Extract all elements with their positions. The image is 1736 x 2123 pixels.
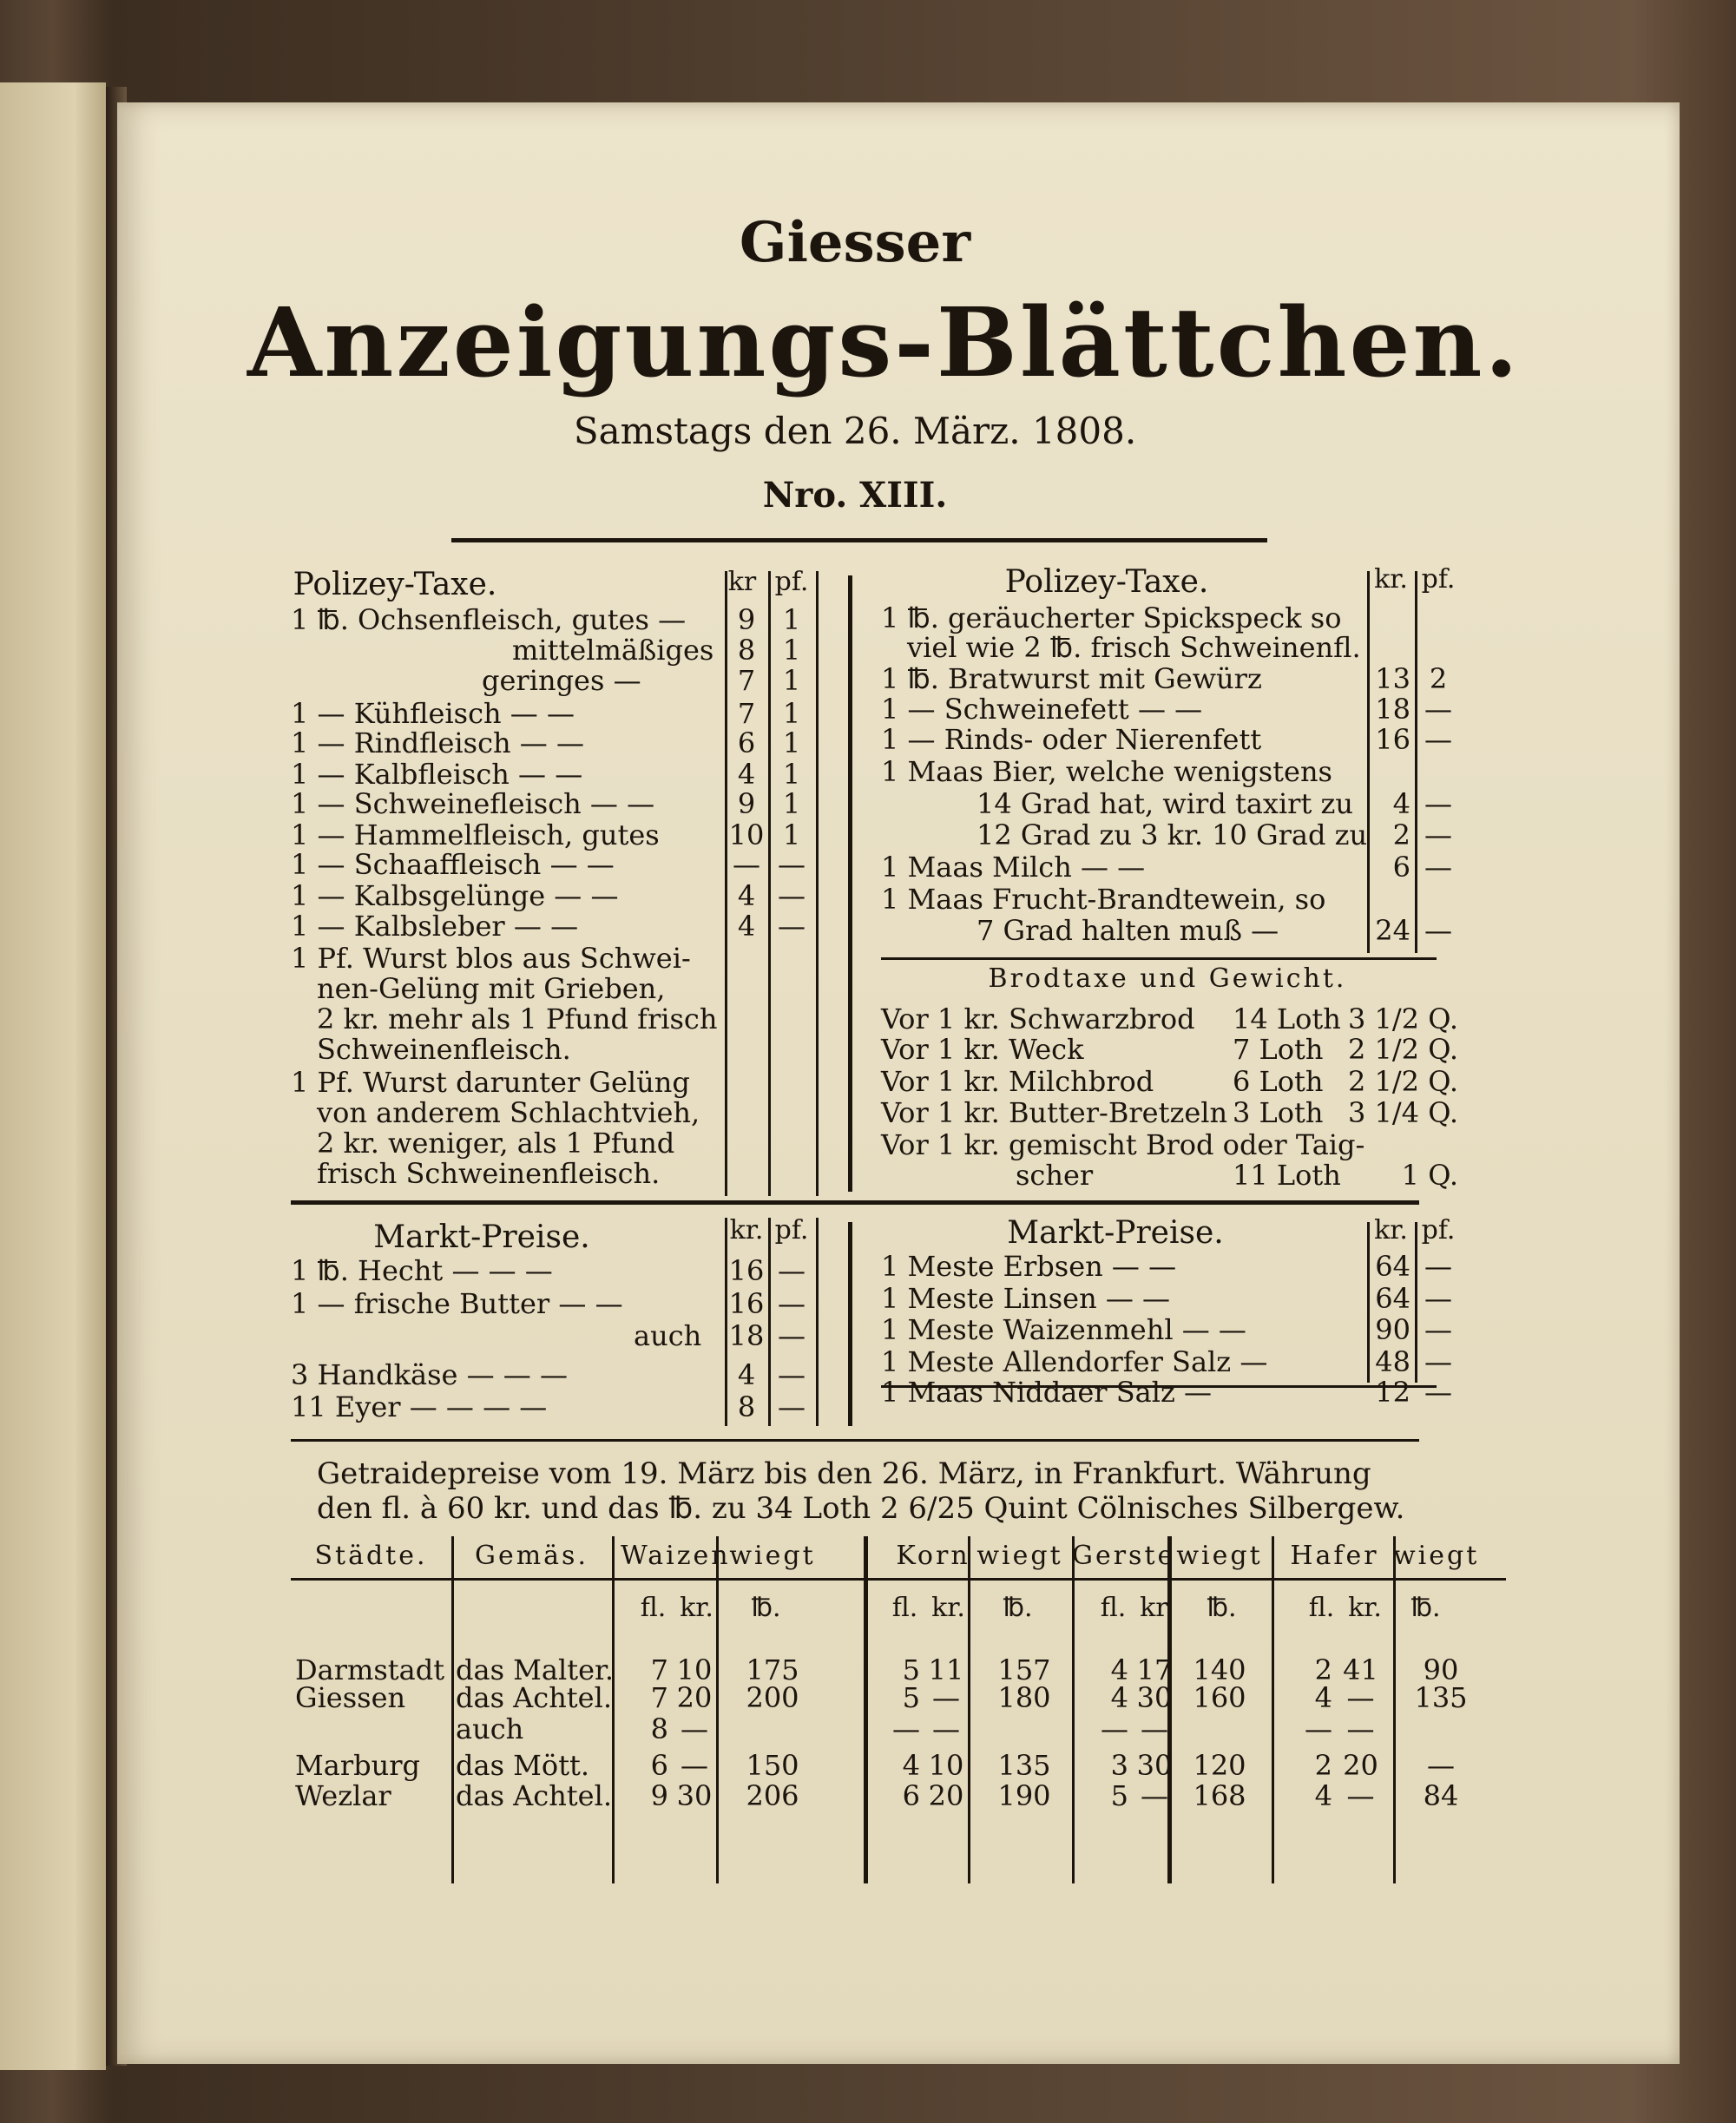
section-divider-1 xyxy=(291,1200,1419,1205)
markt-right-heading: Markt-Preise. xyxy=(1007,1215,1224,1251)
polizey-left-pf: 1 xyxy=(782,726,801,759)
getraide-cell-g-kr: 17 xyxy=(1136,1653,1173,1686)
getraide-cell-w-wt: 150 xyxy=(746,1749,799,1782)
polizey-left-pf: 1 xyxy=(782,634,801,667)
getraide-cell-h-wt: 135 xyxy=(1414,1681,1468,1714)
getraide-subheader: ℔. xyxy=(1003,1593,1033,1623)
polizey-right-pf: — xyxy=(1424,693,1452,726)
markt-right-item: 1 Meste Erbsen — — xyxy=(881,1250,1177,1283)
left-page-edge xyxy=(0,82,106,2070)
getraide-col-rule xyxy=(612,1536,615,1883)
getraide-cell-city: Wezlar xyxy=(295,1779,391,1812)
markt-right-kr: 64 xyxy=(1375,1282,1410,1315)
markt-right-item: 1 Meste Waizenmehl — — xyxy=(881,1313,1246,1346)
polizey-left-kr: — xyxy=(733,848,760,881)
getraide-header: wiegt xyxy=(1393,1541,1480,1571)
markt-left-heading: Markt-Preise. xyxy=(373,1219,590,1255)
polizey-left-kr: 6 xyxy=(737,726,756,759)
getraide-cell-k-wt: 135 xyxy=(997,1749,1051,1782)
markt-right-vrule-1 xyxy=(1367,1222,1370,1383)
markt-left-item: 1 — frische Butter — — xyxy=(291,1287,623,1320)
brodtaxe-loth: 6 Loth xyxy=(1233,1065,1324,1098)
getraide-cell-g-fl: — xyxy=(1101,1712,1128,1745)
markt-right-pf: — xyxy=(1424,1313,1452,1346)
polizey-left-col-pf: pf. xyxy=(774,567,809,597)
polizey-right-item: 12 Grad zu 3 kr. 10 Grad zu xyxy=(976,818,1368,851)
getraide-cell-h-wt: 90 xyxy=(1423,1653,1459,1686)
polizey-left-kr: 9 xyxy=(737,603,756,636)
polizey-left-vrule-3 xyxy=(816,571,819,1196)
polizey-right-pf: — xyxy=(1424,914,1452,947)
markt-left-kr: 16 xyxy=(728,1287,765,1320)
polizey-right-kr: 4 xyxy=(1392,787,1410,820)
getraide-cell-w-fl: 8 xyxy=(650,1712,668,1745)
getraide-header: Gerste xyxy=(1072,1541,1176,1571)
getraide-cell-w-kr: 20 xyxy=(676,1681,713,1714)
polizey-left-item: 2 kr. mehr als 1 Pfund frisch xyxy=(317,1002,718,1035)
masthead-rule xyxy=(451,538,1267,542)
getraide-cell-k-kr: 11 xyxy=(928,1653,964,1686)
polizey-left-pf: — xyxy=(778,910,806,943)
polizey-left-pf: 1 xyxy=(782,787,801,820)
polizey-right-item: 14 Grad hat, wird taxirt zu xyxy=(976,787,1353,820)
polizey-left-vrule-1 xyxy=(725,571,727,1196)
masthead-small-title: Giesser xyxy=(739,210,971,275)
getraide-col-rule xyxy=(1393,1536,1396,1883)
getraide-cell-h-fl: 2 xyxy=(1314,1653,1332,1686)
polizey-left-item: 1 — Kühfleisch — — xyxy=(291,697,575,730)
getraide-cell-w-wt: 200 xyxy=(746,1681,799,1714)
getraide-cell-g-kr: — xyxy=(1141,1712,1168,1745)
brodtaxe-item: Vor 1 kr. gemischt Brod oder Taig- xyxy=(881,1128,1365,1161)
polizey-right-item: 1 Maas Bier, welche wenigstens xyxy=(881,755,1332,788)
getraide-col-rule xyxy=(1272,1536,1274,1883)
markt-left-kr: 18 xyxy=(728,1319,765,1352)
polizey-right-item: 1 ℔. Bratwurst mit Gewürz xyxy=(881,662,1262,695)
polizey-left-pf: — xyxy=(778,848,806,881)
getraide-cell-measure: das Mött. xyxy=(456,1749,590,1782)
getraide-cell-w-fl: 9 xyxy=(650,1779,668,1812)
markt-right-kr: 90 xyxy=(1375,1313,1410,1346)
getraide-cell-g-fl: 4 xyxy=(1110,1653,1128,1686)
polizey-right-item: 1 Maas Frucht-Brandtewein, so xyxy=(881,883,1326,916)
polizey-left-kr: 4 xyxy=(737,879,756,912)
getraide-header: wiegt xyxy=(976,1541,1063,1571)
getraide-subheader: ℔. xyxy=(1207,1593,1237,1623)
polizey-left-item: 1 — Schaaffleisch — — xyxy=(291,848,615,881)
polizey-right-pf: — xyxy=(1424,787,1452,820)
brodtaxe-item: Vor 1 kr. Schwarzbrod xyxy=(881,1002,1195,1035)
markt-right-bottom-rule xyxy=(881,1385,1437,1388)
polizey-left-kr: 7 xyxy=(737,697,756,730)
markt-left-kr: 8 xyxy=(737,1390,756,1423)
brodtaxe-loth: 7 Loth xyxy=(1233,1033,1324,1066)
getraide-cell-city: Giessen xyxy=(295,1681,406,1714)
polizey-left-item: 1 — Schweinefleisch — — xyxy=(291,787,655,820)
getraide-subheader: kr. xyxy=(1140,1593,1174,1623)
getraide-cell-h-wt: — xyxy=(1427,1749,1455,1782)
getraide-cell-w-wt: 175 xyxy=(746,1653,799,1686)
polizey-right-vrule-2 xyxy=(1415,571,1417,953)
markt-left-pf: — xyxy=(778,1287,806,1320)
getraide-cell-city: Darmstadt xyxy=(295,1653,445,1686)
getraide-header: wiegt xyxy=(1176,1541,1263,1571)
polizey-left-item: 1 Pf. Wurst darunter Gelüng xyxy=(291,1066,690,1099)
markt-left-kr: 4 xyxy=(737,1358,756,1391)
polizey-right-col-kr: kr. xyxy=(1374,564,1408,595)
getraide-subheader: kr. xyxy=(931,1593,965,1623)
getraide-cell-h-wt: 84 xyxy=(1423,1779,1459,1812)
markt-right-item: 1 Meste Allendorfer Salz — xyxy=(881,1345,1268,1378)
polizey-right-item: 1 — Rinds- oder Nierenfett xyxy=(881,723,1262,756)
getraide-col-rule xyxy=(968,1536,970,1883)
getraide-cell-g-kr: 30 xyxy=(1136,1681,1173,1714)
polizey-left-item: Schweinenfleisch. xyxy=(317,1033,571,1066)
markt-right-col-kr: kr. xyxy=(1374,1215,1408,1246)
getraide-intro-line-2: den fl. à 60 kr. und das ℔. zu 34 Loth 2 6/25 Quint Cölnisches Silbergew. xyxy=(317,1491,1405,1526)
polizey-right-item: 1 Maas Milch — — xyxy=(881,851,1146,884)
markt-right-kr: 48 xyxy=(1375,1345,1410,1378)
getraide-cell-k-wt: 157 xyxy=(997,1653,1051,1686)
getraide-cell-k-fl: 6 xyxy=(902,1779,920,1812)
getraide-cell-k-wt: 180 xyxy=(997,1681,1051,1714)
polizey-right-pf: 2 xyxy=(1429,662,1448,695)
polizey-left-pf: — xyxy=(778,879,806,912)
brodtaxe-heading: Brodtaxe und Gewicht. xyxy=(988,963,1347,994)
getraide-cell-k-kr: — xyxy=(932,1712,960,1745)
getraide-cell-g-fl: 5 xyxy=(1110,1779,1128,1812)
polizey-right-kr: 24 xyxy=(1375,914,1410,947)
markt-right-item: 1 Maas Niddaer Salz — xyxy=(881,1376,1212,1409)
markt-left-pf: — xyxy=(778,1319,806,1352)
getraide-cell-w-kr: — xyxy=(681,1712,708,1745)
getraide-cell-w-fl: 6 xyxy=(650,1749,668,1782)
masthead-large-title: Anzeigungs-Blättchen. xyxy=(247,286,1521,398)
polizey-left-kr: 10 xyxy=(728,818,765,851)
getraide-cell-k-wt: 190 xyxy=(997,1779,1051,1812)
getraide-cell-city: Marburg xyxy=(295,1749,421,1782)
getraide-cell-g-fl: 4 xyxy=(1110,1681,1128,1714)
polizey-right-pf: — xyxy=(1424,818,1452,851)
polizey-left-item: geringes — xyxy=(482,664,641,697)
polizey-left-item: 1 — Kalbsleber — — xyxy=(291,910,579,943)
polizey-left-item: 1 Pf. Wurst blos aus Schwei- xyxy=(291,942,691,975)
polizey-left-pf: 1 xyxy=(782,697,801,730)
markt-left-item: 3 Handkäse — — — xyxy=(291,1358,568,1391)
getraide-header: Gemäs. xyxy=(475,1541,589,1571)
polizey-right-kr: 13 xyxy=(1375,662,1410,695)
newspaper-page xyxy=(117,102,1680,2064)
polizey-left-kr: 4 xyxy=(737,758,756,791)
polizey-right-item: 1 ℔. geräucherter Spickspeck so xyxy=(881,601,1342,634)
getraide-col-rule xyxy=(864,1536,868,1883)
getraide-cell-g-kr: 30 xyxy=(1136,1749,1173,1782)
getraide-cell-g-wt: 160 xyxy=(1193,1681,1246,1714)
getraide-subheader: fl. xyxy=(1308,1593,1335,1623)
getraide-cell-h-fl: — xyxy=(1305,1712,1332,1745)
getraide-header: Städte. xyxy=(314,1541,428,1571)
markt-left-vrule-3 xyxy=(816,1218,819,1426)
polizey-left-item: von anderem Schlachtvieh, xyxy=(317,1096,700,1129)
getraide-cell-g-kr: — xyxy=(1141,1779,1168,1812)
getraide-subheader: fl. xyxy=(640,1593,667,1623)
getraide-header: Hafer xyxy=(1290,1541,1379,1571)
getraide-cell-measure: das Achtel. xyxy=(456,1681,612,1714)
polizey-right-pf: — xyxy=(1424,851,1452,884)
polizey-right-heading: Polizey-Taxe. xyxy=(1004,564,1209,600)
markt-right-col-pf: pf. xyxy=(1421,1215,1456,1246)
polizey-right-kr: 18 xyxy=(1375,693,1410,726)
polizey-left-pf: 1 xyxy=(782,603,801,636)
getraide-intro-line-1: Getraidepreise vom 19. März bis den 26. März, in Frankfurt. Währung xyxy=(317,1456,1371,1491)
markt-right-kr: 64 xyxy=(1375,1250,1410,1283)
polizey-right-vrule-1 xyxy=(1367,571,1370,953)
markt-right-pf: — xyxy=(1424,1282,1452,1315)
markt-right-pf: — xyxy=(1424,1250,1452,1283)
getraide-cell-k-fl: — xyxy=(892,1712,920,1745)
polizey-right-col-pf: pf. xyxy=(1421,564,1456,595)
polizey-left-kr: 4 xyxy=(737,910,756,943)
polizey-left-kr: 8 xyxy=(737,634,756,667)
polizey-left-item: 1 — Hammelfleisch, gutes xyxy=(291,818,660,851)
polizey-left-item: mittelmäßiges xyxy=(512,634,714,667)
markt-left-item: auch xyxy=(634,1319,702,1352)
brodtaxe-item: scher xyxy=(1016,1159,1094,1192)
getraide-cell-w-kr: — xyxy=(681,1749,708,1782)
polizey-left-item: 1 — Kalbfleisch — — xyxy=(291,758,583,791)
markt-right-vrule-2 xyxy=(1415,1222,1417,1383)
brodtaxe-quint: 3 1/4 Q. xyxy=(1347,1096,1458,1129)
getraide-cell-g-wt: 140 xyxy=(1193,1653,1246,1686)
markt-left-pf: — xyxy=(778,1390,806,1423)
polizey-left-item: nen-Gelüng mit Grieben, xyxy=(317,972,666,1005)
getraide-subheader: fl. xyxy=(1100,1593,1127,1623)
getraide-cell-k-kr: — xyxy=(932,1681,960,1714)
getraide-cell-k-fl: 5 xyxy=(902,1653,920,1686)
getraide-cell-h-kr: — xyxy=(1346,1681,1375,1714)
polizey-left-kr: 9 xyxy=(737,787,756,820)
getraide-cell-measure: auch xyxy=(456,1712,524,1745)
getraide-cell-h-fl: 4 xyxy=(1314,1779,1332,1812)
markt-left-vrule-1 xyxy=(725,1218,727,1426)
markt-left-col-pf: pf. xyxy=(774,1215,809,1246)
getraide-cell-w-wt: 206 xyxy=(746,1779,799,1812)
getraide-cell-g-fl: 3 xyxy=(1110,1749,1128,1782)
getraide-header-rule xyxy=(291,1578,1506,1581)
polizey-left-col-kr: kr xyxy=(727,567,757,597)
polizey-left-item: 1 — Rindfleisch — — xyxy=(291,726,584,759)
polizey-left-item: 1 ℔. Ochsenfleisch, gutes — xyxy=(291,603,687,636)
getraide-cell-k-fl: 5 xyxy=(902,1681,920,1714)
polizey-left-kr: 7 xyxy=(737,664,756,697)
getraide-cell-g-wt: 168 xyxy=(1193,1779,1246,1812)
center-vrule-top xyxy=(848,575,852,1192)
markt-right-item: 1 Meste Linsen — — xyxy=(881,1282,1171,1315)
getraide-cell-measure: das Achtel. xyxy=(456,1779,612,1812)
polizey-right-item: 7 Grad halten muß — xyxy=(976,914,1279,947)
markt-right-pf: — xyxy=(1424,1345,1452,1378)
markt-left-item: 11 Eyer — — — — xyxy=(291,1390,548,1423)
polizey-left-pf: 1 xyxy=(782,818,801,851)
brodtaxe-item: Vor 1 kr. Weck xyxy=(881,1033,1084,1066)
getraide-cell-w-kr: 10 xyxy=(676,1653,713,1686)
markt-left-vrule-2 xyxy=(768,1218,771,1426)
getraide-cell-k-kr: 10 xyxy=(928,1749,964,1782)
getraide-cell-w-fl: 7 xyxy=(650,1681,668,1714)
getraide-cell-h-kr: — xyxy=(1346,1712,1375,1745)
polizey-right-kr: 6 xyxy=(1392,851,1410,884)
getraide-subheader: ℔. xyxy=(751,1593,781,1623)
getraide-cell-h-fl: 4 xyxy=(1314,1681,1332,1714)
getraide-subheader: ℔. xyxy=(1410,1593,1441,1623)
getraide-cell-w-fl: 7 xyxy=(650,1653,668,1686)
brodtaxe-quint: 2 1/2 Q. xyxy=(1347,1065,1458,1098)
center-vrule-bottom xyxy=(848,1222,852,1426)
brodtaxe-top-rule xyxy=(881,957,1437,960)
markt-left-kr: 16 xyxy=(728,1254,765,1287)
getraide-cell-k-kr: 20 xyxy=(928,1779,964,1812)
getraide-header: Korn xyxy=(896,1541,970,1571)
polizey-left-pf: 1 xyxy=(782,758,801,791)
markt-left-pf: — xyxy=(778,1358,806,1391)
getraide-cell-measure: das Malter. xyxy=(456,1653,614,1686)
polizey-left-vrule-2 xyxy=(768,571,771,1196)
polizey-left-item: frisch Schweinenfleisch. xyxy=(317,1157,661,1190)
getraide-header: wiegt xyxy=(729,1541,816,1571)
markt-left-pf: — xyxy=(778,1254,806,1287)
brodtaxe-item: Vor 1 kr. Butter-Bretzeln xyxy=(881,1096,1228,1129)
polizey-right-item: viel wie 2 ℔. frisch Schweinenfl. xyxy=(907,631,1361,664)
getraide-subheader: fl. xyxy=(891,1593,918,1623)
getraide-cell-g-wt: 120 xyxy=(1193,1749,1246,1782)
polizey-left-heading: Polizey-Taxe. xyxy=(293,567,497,602)
getraide-cell-h-kr: 20 xyxy=(1343,1749,1378,1782)
getraide-header: Waizen xyxy=(621,1541,731,1571)
section-divider-2 xyxy=(291,1439,1419,1442)
brodtaxe-quint: 3 1/2 Q. xyxy=(1347,1002,1458,1035)
getraide-cell-w-kr: 30 xyxy=(676,1779,713,1812)
getraide-col-rule xyxy=(716,1536,719,1883)
masthead-date: Samstags den 26. März. 1808. xyxy=(573,410,1137,452)
polizey-right-pf: — xyxy=(1424,723,1452,756)
polizey-left-item: 1 — Kalbsgelünge — — xyxy=(291,879,619,912)
markt-right-kr: 12 xyxy=(1375,1376,1410,1409)
brodtaxe-loth: 14 Loth xyxy=(1233,1002,1341,1035)
getraide-cell-h-kr: 41 xyxy=(1343,1653,1378,1686)
brodtaxe-loth: 3 Loth xyxy=(1233,1096,1324,1129)
getraide-cell-h-kr: — xyxy=(1346,1779,1375,1812)
getraide-subheader: kr. xyxy=(1348,1593,1382,1623)
brodtaxe-quint: 1 Q. xyxy=(1401,1159,1458,1192)
polizey-left-item: 2 kr. weniger, als 1 Pfund xyxy=(317,1127,675,1160)
polizey-left-pf: 1 xyxy=(782,664,801,697)
polizey-right-kr: 16 xyxy=(1375,723,1410,756)
brodtaxe-quint: 2 1/2 Q. xyxy=(1347,1033,1458,1066)
issue-number: Nro. XIII. xyxy=(762,475,948,516)
getraide-col-rule xyxy=(451,1536,454,1883)
getraide-subheader: kr. xyxy=(680,1593,713,1623)
brodtaxe-loth: 11 Loth xyxy=(1233,1159,1341,1192)
polizey-right-kr: 2 xyxy=(1392,818,1410,851)
markt-right-pf: — xyxy=(1424,1376,1452,1409)
getraide-col-rule xyxy=(1072,1536,1075,1883)
getraide-cell-k-fl: 4 xyxy=(902,1749,920,1782)
markt-left-col-kr: kr. xyxy=(729,1215,764,1246)
getraide-cell-h-fl: 2 xyxy=(1314,1749,1332,1782)
polizey-right-item: 1 — Schweinefett — — xyxy=(881,693,1203,726)
markt-left-item: 1 ℔. Hecht — — — xyxy=(291,1254,553,1287)
brodtaxe-item: Vor 1 kr. Milchbrod xyxy=(881,1065,1154,1098)
